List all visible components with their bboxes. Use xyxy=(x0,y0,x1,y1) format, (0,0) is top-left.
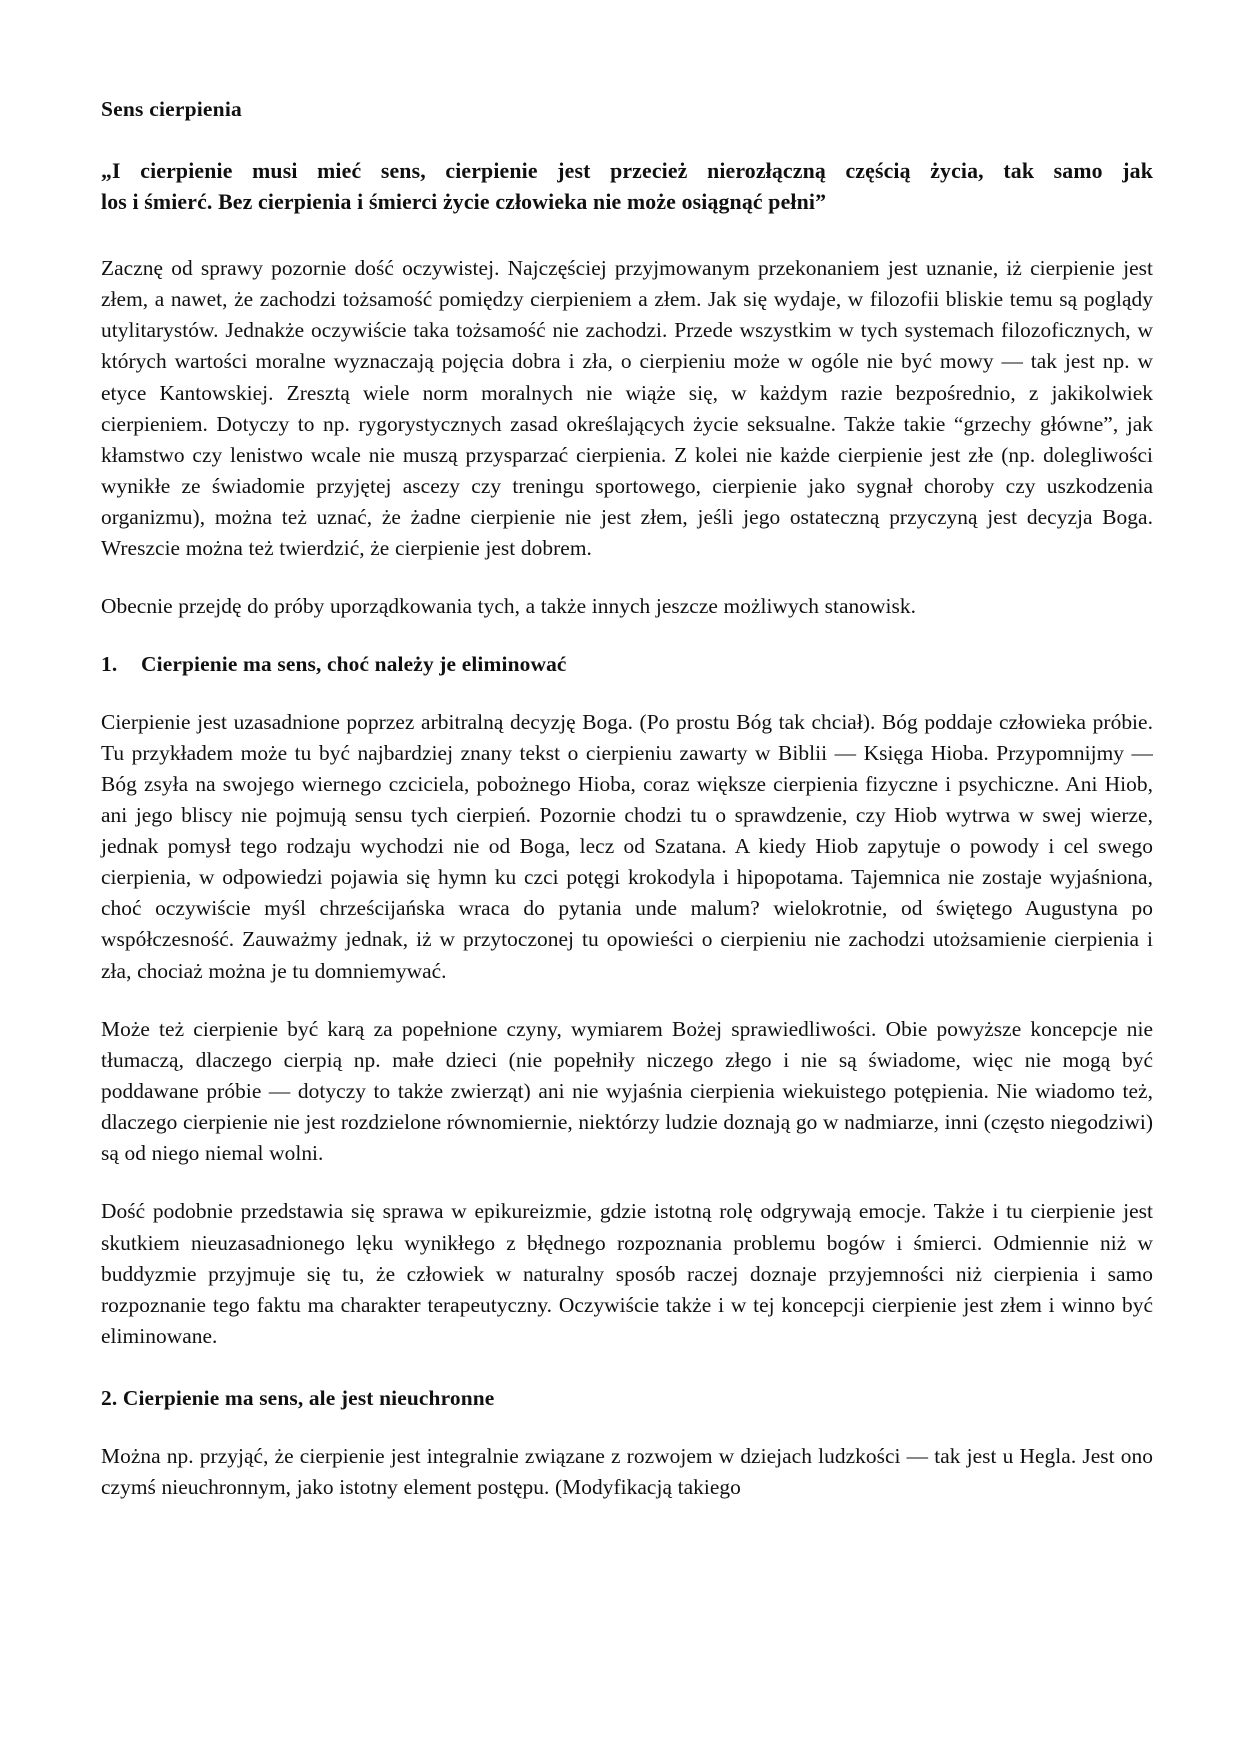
quote-line-1: „I cierpienie musi mieć sens, cierpienie jest przecież nierozłączną częścią życia, tak samo jak xyxy=(101,158,1153,183)
paragraph-hiob: Cierpienie jest uzasadnione poprzez arbitralną decyzję Boga. (Po prostu Bóg tak chciał). Bóg poddaje człowieka próbie. Tu przykładem może tu być najbardziej znany tekst o cierpieniu zawarty w Biblii — Księga Hioba. Przypomnijmy — Bóg zsyła na swojego wiernego czciciela, pobożnego Hioba, coraz większe cierpienia fizyczne i psychiczne. Ani Hiob, ani jego bliscy nie pojmują sensu tych cierpień. Pozornie chodzi tu o sprawdzenie, czy Hiob wytrwa w swej wierze, jednak pomysł tego rodzaju wychodzi nie od Boga, lecz od Szatana. A kiedy Hiob zapytuje o powody i cel swego cierpienia, w odpowiedzi pojawia się hymn ku czci potęgi krokodyla i hipopotama. Tajemnica nie zostaje wyjaśniona, choć oczywiście myśl chrześcijańska wraca do pytania unde malum? wielokrotnie, od świętego Augustyna po współczesność. Zauważmy jednak, iż w przytoczonej tu opowieści o cierpieniu nie zachodzi utożsamienie cierpienia i zła, chociaż można je tu domniemywać. xyxy=(101,709,1153,983)
section-heading-1-number: 1. xyxy=(101,651,118,676)
paragraph-intro: Zacznę od sprawy pozornie dość oczywistej. Najczęściej przyjmowanym przekonaniem jest uznanie, iż cierpienie jest złem, a nawet, że zachodzi tożsamość pomiędzy cierpieniem a złem. Jak się wydaje, w filozofii bliskie temu są poglądy utylitarystów. Jednakże oczywiście taka tożsamość nie zachodzi. Przede wszystkim w tych systemach filozoficznych, w których wartości moralne wyznaczają pojęcia dobra i zła, o cierpieniu może w ogóle nie być mowy — tak jest np. w etyce Kantowskiej. Zresztą wiele norm moralnych nie wiąże się, w każdym razie bezpośrednio, z jakikolwiek cierpieniem. Dotyczy to np. rygorystycznych zasad określających życie seksualne. Także takie “grzechy główne”, jak kłamstwo czy lenistwo wcale nie muszą przysparzać cierpienia. Z kolei nie każde cierpienie jest złe (np. dolegliwości wynikłe ze świadomie przyjętej ascezy czy treningu sportowego, cierpienie jako sygnał choroby czy uszkodzenia organizmu), można też uznać, że żadne cierpienie nie jest złem, jeśli jego ostateczną przyczyną jest decyzja Boga. Wreszcie można też twierdzić, że cierpienie jest dobrem. xyxy=(101,256,1153,561)
quote-line-2: los i śmierć. Bez cierpienia i śmierci życie człowieka nie może osiągnąć pełni” xyxy=(101,190,827,215)
paragraph-transition: Obecnie przejdę do próby uporządkowania tych, a także innych jeszcze możliwych stanowisk. xyxy=(101,594,917,619)
paragraph-kara: Może też cierpienie być karą za popełnione czyny, wymiarem Bożej sprawiedliwości. Obie powyższe koncepcje nie tłumaczą, dlaczego cierpią np. małe dzieci (nie popełniły niczego złego i nie są świadome, więc nie mogą być poddawane próbie — dotyczy to także zwierząt) ani nie wyjaśnia cierpienia wiekuistego potępienia. Nie wiadomo też, dlaczego cierpienie nie jest rozdzielone równomiernie, niektórzy ludzie doznają go w nadmiarze, inni (często niegodziwi) są od niego niemal wolni. xyxy=(101,1016,1153,1166)
section-heading-1 xyxy=(101,650,1153,679)
paragraph-epikureizm: Dość podobnie przedstawia się sprawa w epikureizmie, gdzie istotną rolę odgrywają emocje. Także i tu cierpienie jest skutkiem nieuzasadnionego lęku wynikłego z błędnego rozpoznania problemu bogów i śmierci. Odmiennie niż w buddyzmie przyjmuje się tu, że człowiek w naturalny sposób raczej doznaje przyjemności niż cierpienia i samo rozpoznanie tego faktu ma charakter terapeutyczny. Oczywiście także i w tej koncepcji cierpienie jest złem i winno być eliminowane. xyxy=(101,1199,1153,1349)
page-title: Sens cierpienia xyxy=(101,97,242,121)
section-heading-1-label: Cierpienie ma sens, choć należy je eliminować xyxy=(141,651,567,676)
paragraph-hegel: Można np. przyjąć, że cierpienie jest integralnie związane z rozwojem w dziejach ludzkości — tak jest u Hegla. Jest ono czymś nieuchronnym, jako istotny element postępu. (Modyfikacją takiego xyxy=(101,1444,1153,1500)
section-heading-2: 2. Cierpienie ma sens, ale jest nieuchronne xyxy=(101,1386,495,1411)
epigraph-quote xyxy=(101,156,1153,219)
document-content xyxy=(101,96,1153,1503)
